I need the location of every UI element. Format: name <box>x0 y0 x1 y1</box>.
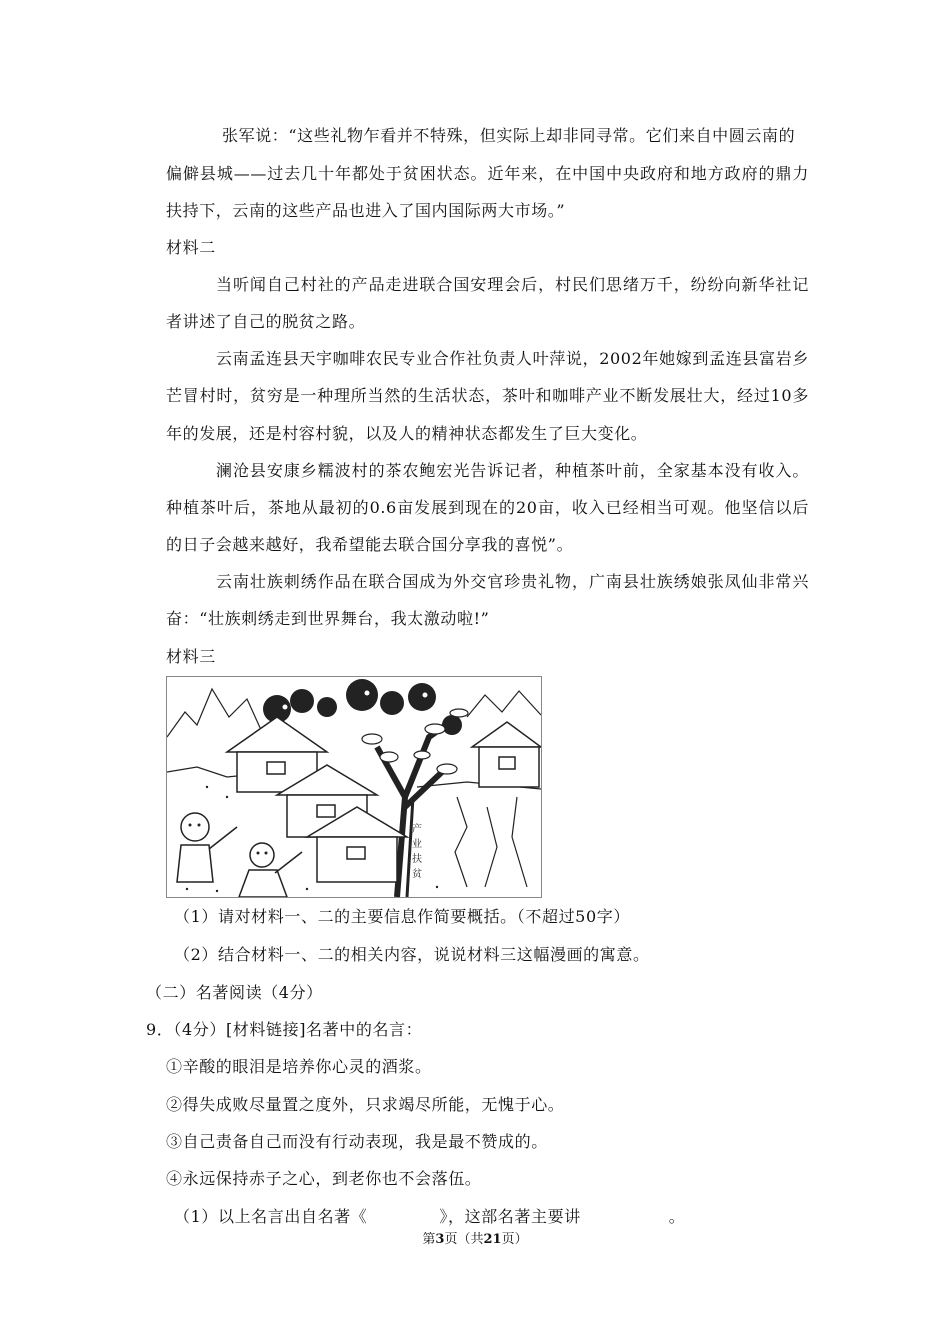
total-pages: 21 <box>483 1232 502 1247</box>
material2-para3-line3: 的日子会越来越好，我希望能去联合国分享我的喜悦”。 <box>166 535 574 554</box>
footer-suffix: 页） <box>501 1232 528 1247</box>
question-2: （2）结合材料一、二的相关内容，说说材料三这幅漫画的寓意。 <box>174 945 650 964</box>
cartoon-label-char-1: 产 <box>412 824 422 835</box>
material2-para4-line1: 云南壮族刺绣作品在联合国成为外交官珍贵礼物，广南县壮族绣娘张凤仙非常兴 <box>216 572 809 591</box>
page-number: 3 <box>435 1232 445 1247</box>
material3-heading: 材料三 <box>166 647 216 666</box>
quote-3: ③自己责备自己而没有行动表现，我是最不赞成的。 <box>166 1132 548 1151</box>
footer-prefix: 第 <box>422 1232 436 1247</box>
footer-middle: 页（共 <box>444 1232 484 1247</box>
question-9-stem: 9．（4分）[材料链接]名著中的名言： <box>146 1020 423 1039</box>
material1-line-2: 偏僻县城——过去几十年都处于贫困状态。近年来，在中国中央政府和地方政府的鼎力 <box>166 164 809 183</box>
question-1: （1）请对材料一、二的主要信息作简要概括。（不超过50字） <box>174 907 630 926</box>
cartoon-label-char-2: 业 <box>412 839 422 850</box>
sub1-part-c: 。 <box>668 1207 686 1226</box>
material2-para2-line3: 年的发展，还是村容村貌，以及人的精神状态都发生了巨大变化。 <box>166 424 648 443</box>
cartoon-label-char-4: 贫 <box>412 869 422 880</box>
question-9-sub1 <box>174 1207 685 1227</box>
sub1-part-b: 》，这部名著主要讲 <box>439 1207 581 1226</box>
material1-line-1: 张军说：“这些礼物乍看并不特殊，但实际上却非同寻常。它们来自中圆云南的 <box>222 126 796 145</box>
sub1-part-a: （1）以上名言出自名著《 <box>174 1207 368 1226</box>
quote-4: ④永远保持赤子之心，到老你也不会落伍。 <box>166 1169 482 1188</box>
page-footer <box>0 1232 950 1248</box>
poverty-alleviation-cartoon <box>166 676 542 898</box>
cartoon-label-char-3: 扶 <box>412 854 422 865</box>
quote-1: ①辛酸的眼泪是培养你心灵的酒浆。 <box>166 1057 432 1076</box>
material2-para4-line2: 奋：“壮族刺绣走到世界舞台，我太激动啦!” <box>166 609 490 628</box>
material2-heading: 材料二 <box>166 238 216 257</box>
section-title: （二）名著阅读（4分） <box>146 983 323 1002</box>
material2-para3-line2: 种植茶叶后，茶地从最初的0.6亩发展到现在的20亩，收入已经相当可观。他坚信以后 <box>166 498 809 517</box>
material2-para3-line1: 澜沧县安康乡糯波村的茶农鲍宏光告诉记者，种植茶叶前，全家基本没有收入。 <box>216 461 809 480</box>
material2-para1-line2: 者讲述了自己的脱贫之路。 <box>166 312 366 331</box>
quote-2: ②得失成败尽量置之度外，只求竭尽所能，无愧于心。 <box>166 1095 565 1114</box>
material2-para2-line1: 云南孟连县天宇咖啡农民专业合作社负责人叶萍说，2002年她嫁到孟连县富岩乡 <box>216 349 809 368</box>
material2-para2-line2: 芒冒村时，贫穷是一种理所当然的生活状态，茶叶和咖啡产业不断发展壮大，经过10多 <box>166 386 809 405</box>
material1-line-3: 扶持下，云南的这些产品也进入了国内国际两大市场。” <box>166 201 566 220</box>
material2-para1-line1: 当听闻自己村社的产品走进联合国安理会后，村民们思绪万千，纷纷向新华社记 <box>216 275 809 294</box>
